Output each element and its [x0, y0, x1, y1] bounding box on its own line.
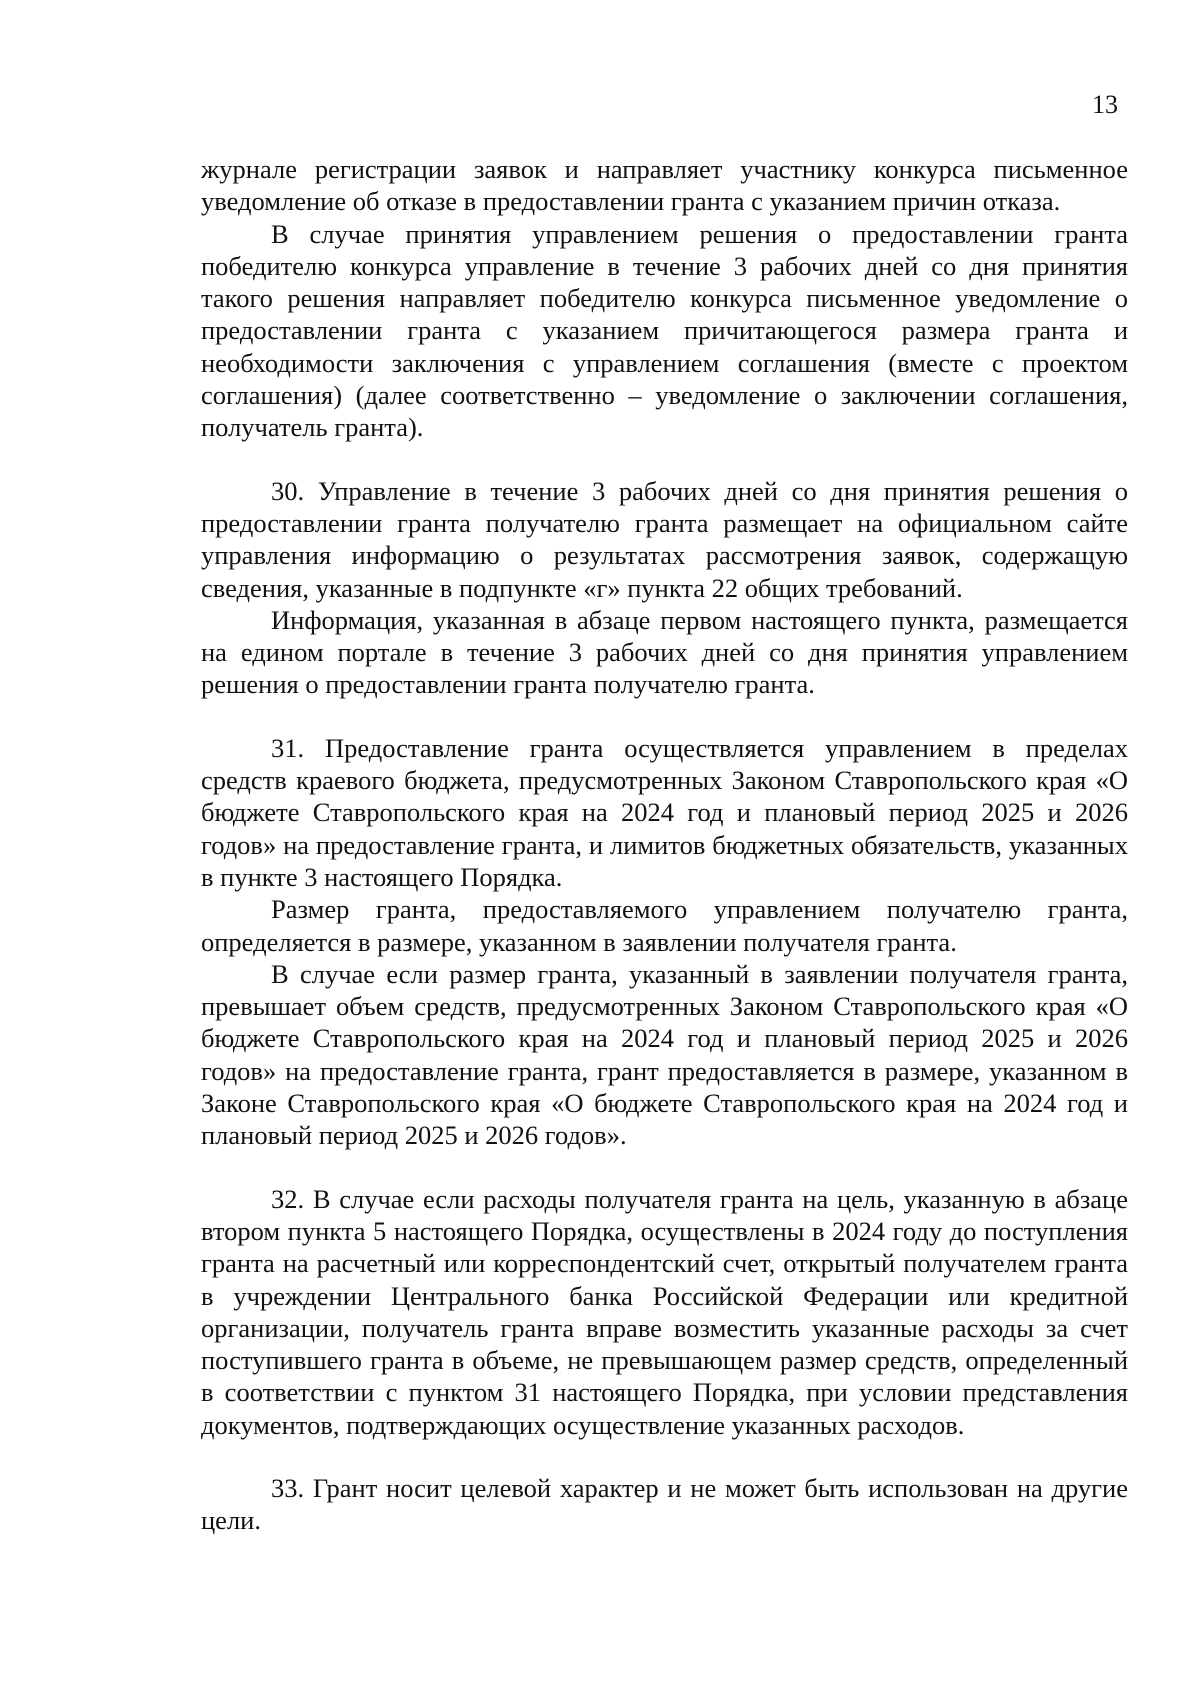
- paragraph-grant-decision-notice: В случае принятия управлением решения о предоставлении гранта победителю конкурса управление в течение 3 рабочих дней со дня принятия такого решения направляет победителю конкурса письменное уведомление о предоставлении гранта с указанием причитающегося размера гранта и необходимости заключения с управлением соглашения (вместе с проектом соглашения) (далее соответственно – уведомление о заключении соглашения, получатель гранта).: [201, 218, 1128, 443]
- paragraph-item-30-info: Информация, указанная в абзаце первом настоящего пункта, размещается на едином портале в течение 3 рабочих дней со дня принятия управлением решения о предоставлении гранта получателю гранта.: [201, 604, 1128, 700]
- page-number: 13: [1092, 90, 1118, 119]
- paragraph-item-31-excess: В случае если размер гранта, указанный в заявлении получателя гранта, превышает объем средств, предусмотренных Законом Ставропольского края «О бюджете Ставропольского края на 2024 год и плановый период 2025 и 2026 годов» на предоставление гранта, грант предоставляется в размере, указанном в Законе Ставропольского края «О бюджете Ставропольского края на 2024 год и плановый период 2025 и 2026 годов».: [201, 958, 1128, 1151]
- paragraph-continuation: журнале регистрации заявок и направляет участнику конкурса письменное уведомление об отказе в предоставлении гранта с указанием причин отказа.: [201, 154, 1128, 217]
- paragraph-item-30: 30. Управление в течение 3 рабочих дней со дня принятия решения о предоставлении гранта получателю гранта размещает на официальном сайте управления информацию о результатах рассмотрения заявок, содержащую сведения, указанные в подпункте «г» пункта 22 общих требований.: [201, 475, 1128, 603]
- document-body: [201, 153, 1128, 1537]
- paragraph-item-33: 33. Грант носит целевой характер и не может быть использован на другие цели.: [201, 1472, 1128, 1536]
- paragraph-item-31: 31. Предоставление гранта осуществляется управлением в пределах средств краевого бюджета, предусмотренных Законом Ставропольского края «О бюджете Ставропольского края на 2024 год и плановый период 2025 и 2026 годов» на предоставление гранта, и лимитов бюджетных обязательств, указанных в пункте 3 настоящего Порядка.: [201, 732, 1128, 892]
- paragraph-item-32: 32. В случае если расходы получателя гранта на цель, указанную в абзаце втором пункта 5 настоящего Порядка, осуществлены в 2024 году до поступления гранта на расчетный или корреспондентский счет, открытый получателем гранта в учреждении Центрального банка Российской Федерации или кредитной организации, получатель гранта вправе возместить указанные расходы за счет поступившего гранта в объеме, не превышающем размер средств, определенный в соответствии с пунктом 31 настоящего Порядка, при условии представления документов, подтверждающих осуществление указанных расходов.: [201, 1183, 1128, 1440]
- paragraph-item-31-size: Размер гранта, предоставляемого управлением получателю гранта, определяется в размере, указанном в заявлении получателя гранта.: [201, 894, 1128, 957]
